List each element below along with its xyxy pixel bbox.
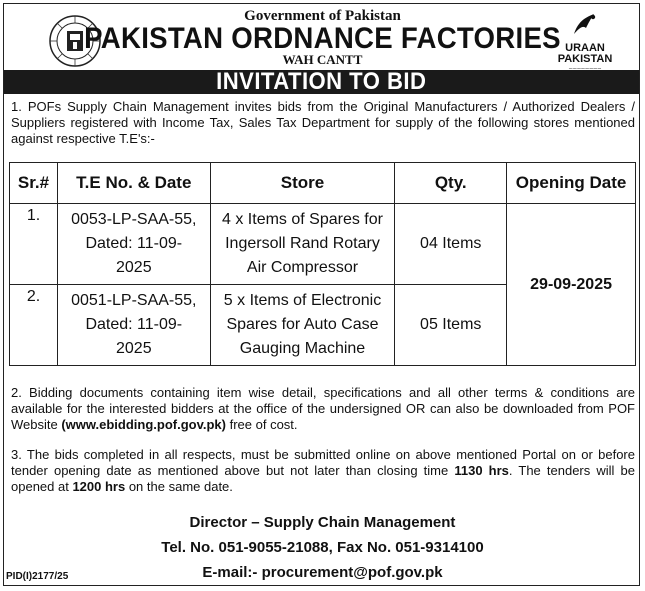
bid-table xyxy=(9,162,636,366)
para3-tail: on the same date. xyxy=(125,479,233,494)
store-line: 5 x Items of Electronic xyxy=(223,292,382,309)
location-subtitle: WAH CANTT xyxy=(282,52,363,67)
paragraph-intro: 1. POFs Supply Chain Management invites bids from the Original Manufacturers / Authorized Dealers / Suppliers registered with Income Tax, Sales Tax Department for supply of the following stores mentioned against respective T.E's:- xyxy=(11,99,635,146)
pid-number: PID(I)2177/25 xyxy=(6,571,69,582)
government-heading: Government of Pakistan xyxy=(244,8,401,24)
opening-date: 29-09-2025 xyxy=(507,204,636,366)
row-te xyxy=(57,204,210,285)
table-row xyxy=(10,204,636,285)
row-sr: 1. xyxy=(10,204,58,285)
te-date: Dated: 11-09- xyxy=(85,316,183,333)
table-header-row xyxy=(10,163,636,204)
store-line: Spares for Auto Case xyxy=(226,316,379,333)
row-store xyxy=(210,204,395,285)
te-number: 0053-LP-SAA-55, xyxy=(71,211,197,228)
header-sr: Sr.# xyxy=(10,163,58,204)
opening-time: 1200 hrs xyxy=(72,479,126,494)
row-store xyxy=(210,285,395,366)
invitation-banner xyxy=(4,70,639,94)
signature-email[interactable]: E-mail:- procurement@pof.gov.pk xyxy=(202,564,443,581)
te-number: 0051-LP-SAA-55, xyxy=(71,292,197,309)
paragraph-bidding-documents xyxy=(11,385,635,433)
store-line: 4 x Items of Spares for xyxy=(222,211,383,228)
store-line: Air Compressor xyxy=(246,259,359,276)
header-store: Store xyxy=(210,163,395,204)
para3-mid: . The tenders will be opened at xyxy=(11,463,635,494)
paragraph-submission xyxy=(11,447,635,495)
signature-title: Director – Supply Chain Management xyxy=(189,514,456,531)
para2-tail: free of cost. xyxy=(226,417,298,432)
row-qty: 04 Items xyxy=(395,204,507,285)
row-qty: 05 Items xyxy=(395,285,507,366)
header-opening: Opening Date xyxy=(507,163,636,204)
signature-phone: Tel. No. 051-9055-21088, Fax No. 051-9314100 xyxy=(161,539,484,556)
row-sr: 2. xyxy=(10,285,58,366)
header-te: T.E No. & Date xyxy=(57,163,210,204)
pakistan-label: PAKISTAN xyxy=(557,53,613,65)
store-line: Gauging Machine xyxy=(239,340,366,357)
organization-title: PAKISTAN ORDNANCE FACTORIES xyxy=(84,22,561,55)
closing-time: 1130 hrs xyxy=(454,463,509,478)
row-te xyxy=(57,285,210,366)
store-line: Ingersoll Rand Rotary xyxy=(225,235,380,252)
banner-text: INVITATION TO BID xyxy=(216,68,427,95)
para3-text: 3. The bids completed in all respects, must be submitted online on above mentioned Portal on or before tender opening date as mentioned above but not later than closing time xyxy=(11,447,635,478)
para2-text: 2. Bidding documents containing item wise detail, specifications and all other terms & conditions are available for the interested bidders at the office of the undersigned OR can also be downloaded from POF Website xyxy=(11,385,635,432)
header-qty: Qty. xyxy=(395,163,507,204)
te-date: Dated: 11-09- xyxy=(85,235,183,252)
te-year: 2025 xyxy=(116,340,152,357)
pof-website-link[interactable]: (www.ebidding.pof.gov.pk) xyxy=(61,417,226,432)
te-year: 2025 xyxy=(116,259,152,276)
uraan-label: URAAN xyxy=(565,42,605,54)
